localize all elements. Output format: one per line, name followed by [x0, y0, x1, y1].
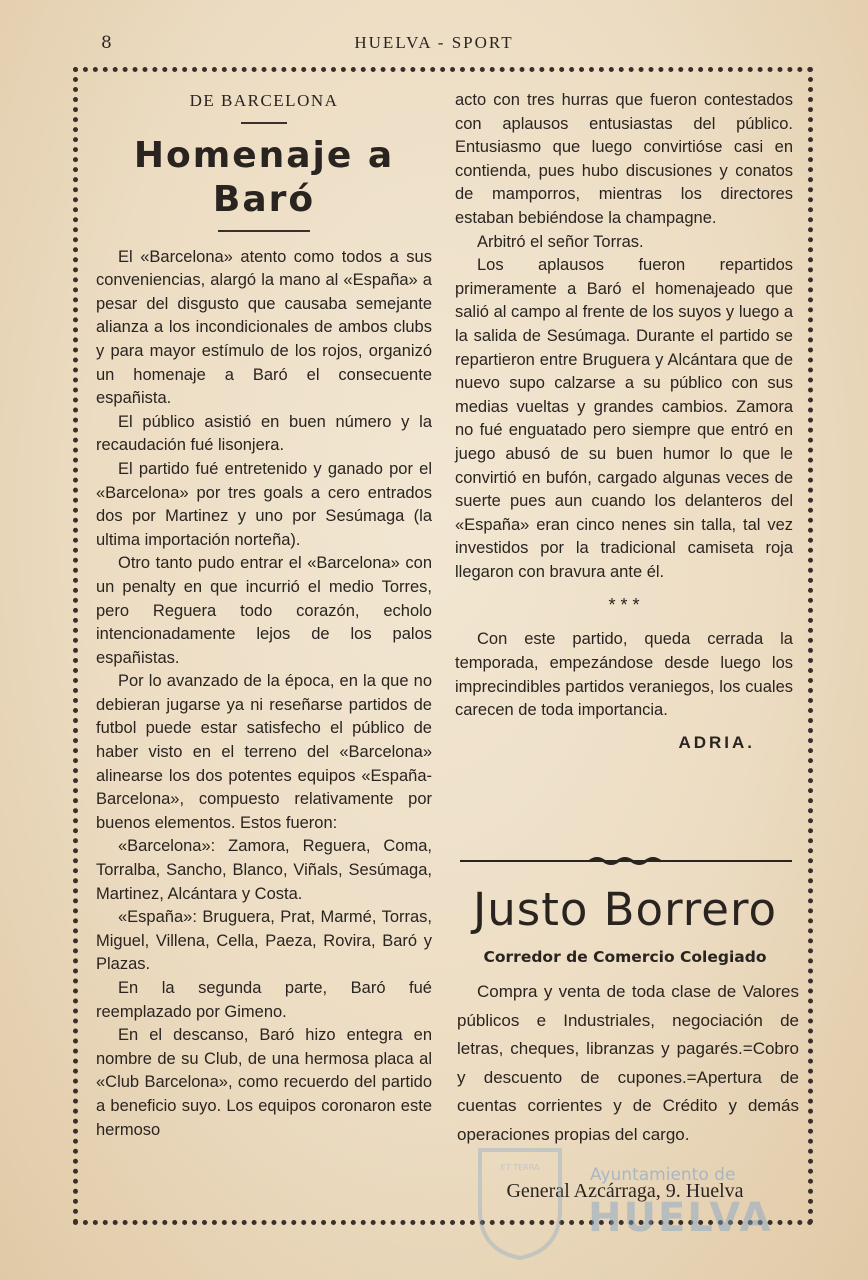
running-title: HUELVA - SPORT: [354, 33, 514, 52]
asterism: * * *: [608, 595, 640, 616]
right-column: [455, 89, 793, 754]
paragraph: Arbitró el señor Torras.: [477, 232, 644, 251]
paragraph: En el descanso, Baró hizo entegra en nombre de su Club, de una hermosa placa al «Club Barcelona», como recuerdo del partido a beneficio suyo. Los equipos coronaron este hermoso: [96, 1026, 432, 1139]
seal-icon: [470, 1140, 570, 1260]
advert-body: [457, 978, 799, 1149]
page-number: 8: [101, 33, 112, 53]
paragraph: El partido fué entretenido y ganado por el «Barcelona» por tres goals a cero entrados dos por Martinez y uno por Sesúmaga (la ultima importación norteña).: [96, 459, 432, 549]
seal-text: ET TERRA: [500, 1163, 540, 1172]
page-header: [0, 33, 868, 57]
ornamental-divider: [460, 856, 792, 866]
paragraph: Los aplausos fueron repartidos primeramente a Baró el homenajeado que salió al campo al frente de los suyos y luego a la salida de Sesúmaga. Durante el partido se repartieron entre Bruguera y Alcántara que de nuevo supo calzarse a su público con sus medias vueltas y grandes cambios. Zamora no fué enguatado pero siempre que entró en juego abusó de su buen humor lo que le convirtió en bufón, cargado algunas veces de suerte pues aun cuando los delanteros del «España» eran cinco nenes sin talla, tal vez investidos por la tradicional camiseta roja llegaron con bravura ante él.: [455, 256, 793, 581]
advert-subtitle: Corredor de Comercio Colegiado: [483, 948, 767, 966]
article-title: Homenaje a Baró: [133, 134, 395, 220]
advert-name: Justo Borrero: [472, 883, 778, 936]
paragraph: En la segunda parte, Baró fué reemplazado por Gimeno.: [96, 979, 432, 1021]
rule-short: [241, 122, 287, 124]
paragraph: El «Barcelona» atento como todos a sus conveniencias, alargó la mano al «España» a pesar del disgusto que causaba semejante alianza a los incondicionales de ambos clubs y para mayor estímulo de los rojos, organizó un homenaje a Baró el consecuente españista.: [96, 247, 432, 408]
paragraph: «España»: Bruguera, Prat, Marmé, Torras, Miguel, Villena, Cella, Paeza, Rovira, Baró y Plazas.: [96, 908, 432, 974]
advert-address: General Azcárraga, 9. Huelva: [506, 1180, 744, 1202]
signature: ADRIA.: [678, 732, 755, 752]
left-column: [96, 89, 432, 1142]
closing-paragraph: Con este partido, queda cerrada la temporada, empezándose desde luego los imprecindibles partidos veraniegos, los cuales carecen de toda importancia.: [455, 630, 793, 720]
rule-mid: [218, 230, 310, 232]
watermark-line2: HUELVA: [588, 1195, 773, 1241]
paragraph: Por lo avanzado de la época, en la que no debieran jugarse ya ni reseñarse partidos de futbol puede estar satisfecho el público de haber visto en el terreno del «Barcelona» alinearse los dos potentes equipos «España-Barcelona», compuesto relativamente por buenos elementos. Estos fueron:: [96, 672, 432, 832]
paragraph-continued: acto con tres hurras que fueron contestados con aplausos entusiastas del público. Entusiasmo que luego convirtióse casi en contienda, pues hubo discusiones y conatos de mamporros, mientras los directores estaban bebiéndose la champagne.: [455, 91, 793, 227]
watermark-line1: Ayuntamiento de: [590, 1165, 736, 1185]
paragraph: Otro tanto pudo entrar el «Barcelona» con un penalty en que incurrió el medio Torres, pero Reguera todo corazón, echolo intencionadamente lejos de los palos españistas.: [96, 554, 432, 667]
paragraph: «Barcelona»: Zamora, Reguera, Coma, Torralba, Sancho, Blanco, Viñals, Sesúmaga, Martinez, Alcántara y Costa.: [96, 837, 432, 903]
advert-text: Compra y venta de toda clase de Valores públicos e Industriales, negociación de letras, cheques, libranzas y pagarés.=Cobro y descuento de cupones.=Apertura de cuentas corrientes y de Crédito y demás operaciones propias del cargo.: [457, 982, 799, 1144]
paragraph: El público asistió en buen número y la recaudación fué lisonjera.: [96, 412, 432, 455]
section-tag: DE BARCELONA: [189, 91, 339, 110]
